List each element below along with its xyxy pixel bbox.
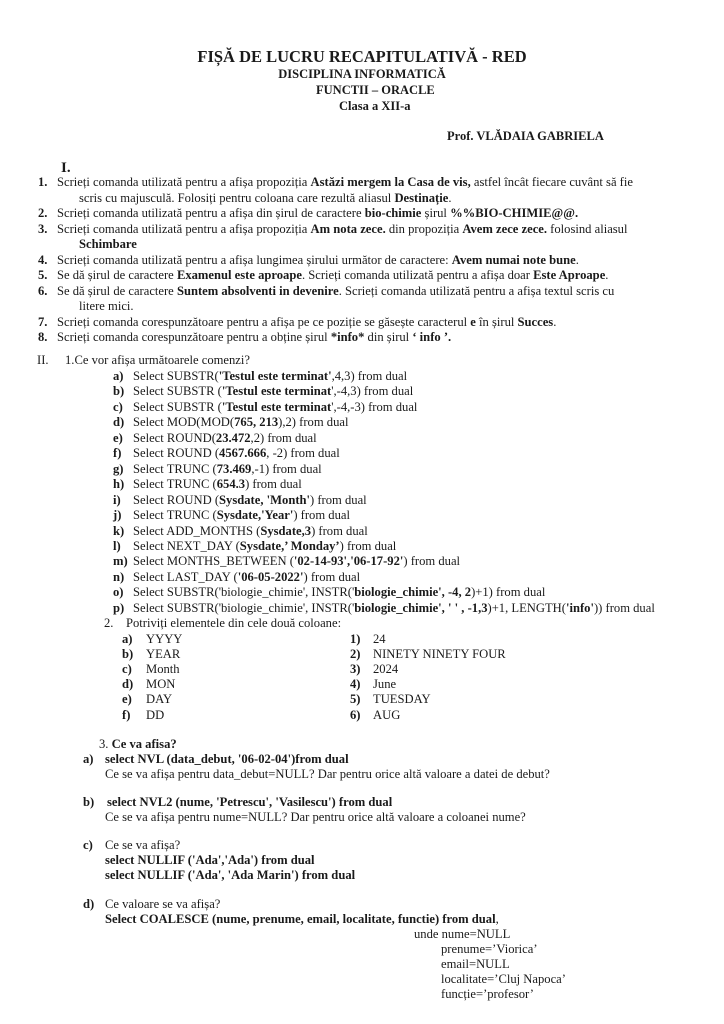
- item-number: 5.: [38, 268, 48, 282]
- text: litere mici.: [79, 299, 134, 313]
- match-label: 5): [350, 692, 361, 707]
- list-item: [57, 253, 579, 269]
- match-item: 24: [373, 632, 386, 646]
- text: ),2) from dual: [278, 415, 349, 430]
- q3a-command: select NVL (data_debut, '06-02-04')from dual: [105, 752, 349, 766]
- text: din propoziția: [385, 221, 463, 236]
- bold-text: Sysdate, 'Month': [219, 492, 311, 507]
- section-1-heading: I.: [61, 160, 71, 176]
- bold-text: Am nota zece.: [310, 221, 386, 236]
- text: Scrieți comanda utilizată pentru a afișa propoziția: [57, 221, 311, 236]
- item-number: 4.: [38, 252, 48, 267]
- text: șirul: [421, 206, 451, 220]
- bold-text: Sysdate,’ Monday’: [239, 538, 340, 553]
- text: Select ROUND (: [133, 492, 220, 507]
- item-label: h): [113, 477, 125, 492]
- bold-text: biologie_chimie', ' ' , -1,3: [354, 600, 488, 615]
- match-label: f): [122, 707, 131, 722]
- text: ,-1) from dual: [251, 461, 322, 476]
- text: Select MONTHS_BETWEEN (: [133, 554, 294, 569]
- topic-subtitle: FUNCTII – ORACLE: [316, 83, 435, 97]
- match-item: TUESDAY: [373, 692, 431, 707]
- text: Select ROUND (: [133, 446, 220, 461]
- text: scris cu majusculă. Folosiți pentru coloana care rezultă aliasul: [79, 190, 395, 205]
- text: ,2) from dual: [250, 430, 317, 445]
- item-label: p): [113, 600, 125, 615]
- q3d-value: email=NULL: [441, 957, 510, 971]
- text: )+1, LENGTH(: [487, 600, 566, 615]
- bold-text: 4567.666: [219, 446, 267, 461]
- text: )) from dual: [593, 600, 655, 615]
- bold-text: Sysdate,'Year': [216, 508, 294, 523]
- item-label: l): [113, 538, 121, 553]
- sql-command-item: [133, 508, 350, 524]
- list-item: [57, 330, 451, 346]
- sql-command-item: [133, 462, 322, 478]
- text: Scrieți comanda utilizată pentru a afișa din șirul de caractere: [57, 206, 365, 220]
- bold-text: Suntem absolventi in devenire: [176, 283, 339, 298]
- section-2-heading: II.: [37, 353, 49, 367]
- q3a-question: Ce se va afișa pentru data_debut=NULL? Dar pentru orice altă valoare a datei de debut?: [105, 767, 550, 781]
- list-item: [57, 284, 614, 300]
- text: Scrieți comanda utilizată pentru a afișa propoziția: [57, 175, 311, 189]
- text: Select ROUND(: [133, 430, 216, 445]
- bold-text: '02-14-93','06-17-92': [293, 554, 404, 569]
- match-label: c): [122, 662, 132, 677]
- list-item: [57, 268, 608, 284]
- match-item: YYYY: [146, 632, 183, 646]
- question-2-title: Potriviți elementele din cele două coloane:: [126, 616, 342, 630]
- text: .: [553, 314, 557, 329]
- text: ) from dual: [311, 523, 368, 538]
- item-label: d): [113, 415, 125, 430]
- sql-command-item: [133, 384, 413, 400]
- q3b-label: b): [83, 795, 95, 809]
- bold-text: '06-05-2022': [237, 569, 304, 584]
- match-item: YEAR: [146, 647, 181, 662]
- match-item: DD: [146, 707, 165, 722]
- text: ) from dual: [245, 477, 302, 492]
- bold-text: Este Aproape: [533, 268, 606, 282]
- author-line: Prof. VLĂDAIA GABRIELA: [447, 129, 604, 143]
- text: din șirul: [364, 330, 413, 344]
- text: )+1) from dual: [471, 585, 546, 600]
- bold-text: biologie_chimie', -4, 2: [354, 585, 472, 600]
- item-label: a): [113, 369, 124, 383]
- text: ) from dual: [339, 538, 397, 553]
- text: ) from dual: [293, 508, 350, 523]
- text: folosind aliasul: [547, 221, 628, 236]
- bold-text: Succes: [517, 314, 554, 329]
- bold-text: 23.472: [215, 430, 251, 445]
- question-3-number: 3.: [99, 737, 109, 751]
- list-item: [57, 222, 627, 238]
- bold-text: bio-chimie: [364, 206, 422, 220]
- list-item: [57, 175, 633, 191]
- text: . Scrieți comanda utilizată pentru a afișa doar: [301, 268, 534, 282]
- text: Select SUBSTR(: [133, 369, 219, 383]
- bold-text: Examenul este aproape: [176, 268, 302, 282]
- sql-command-item: [133, 570, 360, 586]
- sql-command-item: [133, 601, 655, 617]
- item-label: e): [113, 430, 123, 445]
- item-label: f): [113, 446, 122, 461]
- question-2-number: 2.: [104, 616, 114, 630]
- list-item: [57, 315, 556, 331]
- item-label: i): [113, 492, 121, 507]
- q3d-value: localitate=’Cluj Napoca’: [441, 972, 566, 986]
- sql-command-item: [133, 369, 407, 385]
- sql-command-item: [133, 585, 545, 601]
- text: ) from dual: [303, 569, 361, 584]
- item-label: g): [113, 461, 124, 476]
- item-label: o): [113, 585, 124, 600]
- bold-text: ‘ info ’.: [412, 330, 452, 344]
- text: Se dă șirul de caractere: [57, 283, 177, 298]
- bold-text: *info*: [330, 330, 365, 344]
- item-label: m): [113, 554, 128, 569]
- text: astfel încât fiecare cuvânt să fie: [470, 175, 633, 189]
- bold-text: Schimbare: [79, 237, 137, 251]
- match-label: d): [122, 677, 134, 692]
- list-item-continuation: [79, 299, 134, 315]
- item-label: c): [113, 399, 123, 414]
- text: Scrieți comanda corespunzătoare pentru a obține șirul: [57, 330, 331, 344]
- item-number: 7.: [38, 314, 48, 329]
- text: Select LAST_DAY (: [133, 569, 238, 584]
- q3d-command: Select COALESCE (nume, prenume, email, localitate, functie) from dual: [105, 912, 496, 926]
- match-label: 1): [350, 632, 361, 646]
- q3d-label: d): [83, 897, 95, 911]
- bold-text: 'Testul este terminat': [218, 369, 332, 383]
- bold-text: e: [470, 314, 476, 329]
- sql-command-item: [133, 477, 302, 493]
- text: ,4,3) from dual: [331, 369, 408, 383]
- question-1-title: 1.Ce vor afișa următoarele comenzi?: [65, 353, 250, 367]
- text: Select TRUNC (: [133, 508, 217, 523]
- question-3-title: Ce va afisa?: [111, 737, 177, 751]
- sql-command-item: [133, 539, 396, 555]
- text: Select TRUNC (: [133, 477, 217, 492]
- sql-command-item: [133, 446, 340, 462]
- q3b-question: Ce se va afișa pentru nume=NULL? Dar pentru orice altă valoare a coloanei nume?: [105, 810, 526, 824]
- match-label: b): [122, 647, 134, 662]
- bold-text: 'Testul este terminat: [221, 384, 332, 399]
- text: Scrieți comanda corespunzătoare pentru a afișa pe ce poziție se găsește caracterul: [57, 314, 471, 329]
- item-label: k): [113, 523, 125, 538]
- q3a-label: a): [83, 752, 94, 766]
- bold-text: 73.469: [216, 461, 252, 476]
- q3b-command: select NVL2 (nume, 'Petrescu', 'Vasilescu') from dual: [107, 795, 393, 809]
- text: Select SUBSTR (: [133, 399, 222, 414]
- bold-text: 'info': [565, 600, 594, 615]
- text: Select ADD_MONTHS (: [133, 523, 261, 538]
- text: . Scrieți comanda utilizată pentru a afișa textul scris cu: [338, 283, 615, 298]
- list-item-continuation: [79, 191, 451, 207]
- match-label: e): [122, 692, 132, 707]
- q3c-command-1: select NULLIF ('Ada','Ada') from dual: [105, 853, 315, 867]
- text: Select SUBSTR('biologie_chimie', INSTR(': [133, 585, 355, 600]
- match-item: NINETY NINETY FOUR: [373, 647, 506, 662]
- match-item: AUG: [373, 707, 401, 722]
- bold-text: 654.3: [216, 477, 246, 492]
- q3d-question: Ce valoare se va afișa?: [105, 897, 221, 911]
- item-label: n): [113, 569, 125, 584]
- text: în șirul: [475, 314, 518, 329]
- text: .: [448, 190, 452, 205]
- text: .: [575, 252, 579, 267]
- page-title: FIȘĂ DE LUCRU RECAPITULATIVĂ - RED: [197, 47, 527, 66]
- item-number: 6.: [38, 283, 48, 298]
- text: Select MOD(MOD(: [133, 415, 235, 430]
- item-number: 2.: [38, 206, 48, 220]
- text: Select TRUNC (: [133, 461, 217, 476]
- sql-command-item: [133, 431, 317, 447]
- text: Se dă șirul de caractere: [57, 268, 177, 282]
- bold-text: Avem numai note bune: [451, 252, 576, 267]
- match-label: 2): [350, 647, 361, 662]
- sql-command-item: [133, 554, 460, 570]
- q3d-value: prenume=’Viorica’: [441, 942, 538, 956]
- item-number: 1.: [38, 175, 48, 189]
- bold-text: Astăzi mergem la Casa de vis,: [310, 175, 471, 189]
- bold-text: 'Testul este terminat: [221, 399, 332, 414]
- bold-text: %%BIO-CHIMIE@@.: [450, 206, 579, 220]
- item-number: 3.: [38, 221, 48, 236]
- match-item: Month: [146, 662, 180, 677]
- discipline-subtitle: DISCIPLINA INFORMATICĂ: [278, 67, 446, 81]
- item-label: b): [113, 384, 125, 399]
- bold-text: Avem zece zece.: [462, 221, 548, 236]
- text: , -2) from dual: [266, 446, 340, 461]
- q3c-command-2: select NULLIF ('Ada', 'Ada Marin') from dual: [105, 868, 356, 882]
- item-number: 8.: [38, 330, 48, 344]
- q3d-command-tail: ,: [495, 912, 499, 926]
- text: ',-4,3) from dual: [331, 384, 414, 399]
- q3d-value: funcție=’profesor’: [441, 987, 534, 1001]
- text: ) from dual: [310, 492, 367, 507]
- q3d-where: unde nume=NULL: [414, 927, 511, 941]
- match-item: DAY: [146, 692, 173, 707]
- match-item: 2024: [373, 662, 399, 677]
- q3c-label: c): [83, 838, 93, 852]
- match-item: June: [373, 677, 397, 692]
- bold-text: Sysdate,3: [260, 523, 312, 538]
- text: Scrieți comanda utilizată pentru a afișa lungimea șirului următor de caractere:: [57, 252, 452, 267]
- class-subtitle: Clasa a XII-a: [339, 99, 411, 113]
- text: .: [605, 268, 609, 282]
- match-label: 4): [350, 677, 361, 692]
- list-item-continuation: [79, 237, 137, 253]
- list-item: [57, 206, 578, 222]
- text: Select SUBSTR (: [133, 384, 222, 399]
- match-label: 6): [350, 707, 361, 722]
- text: Select NEXT_DAY (: [133, 538, 240, 553]
- sql-command-item: [133, 524, 368, 540]
- bold-text: 765, 213: [234, 415, 279, 430]
- sql-command-item: [133, 400, 417, 416]
- q3c-question: Ce se va afișa?: [105, 838, 181, 852]
- text: Select SUBSTR('biologie_chimie', INSTR(': [133, 600, 355, 615]
- bold-text: Destinație: [394, 190, 449, 205]
- text: ',-4,-3) from dual: [331, 399, 418, 414]
- match-label: 3): [350, 662, 361, 677]
- sql-command-item: [133, 415, 348, 431]
- match-label: a): [122, 632, 133, 646]
- text: ) from dual: [403, 554, 461, 569]
- match-item: MON: [146, 677, 176, 692]
- sql-command-item: [133, 493, 367, 509]
- item-label: j): [113, 508, 122, 523]
